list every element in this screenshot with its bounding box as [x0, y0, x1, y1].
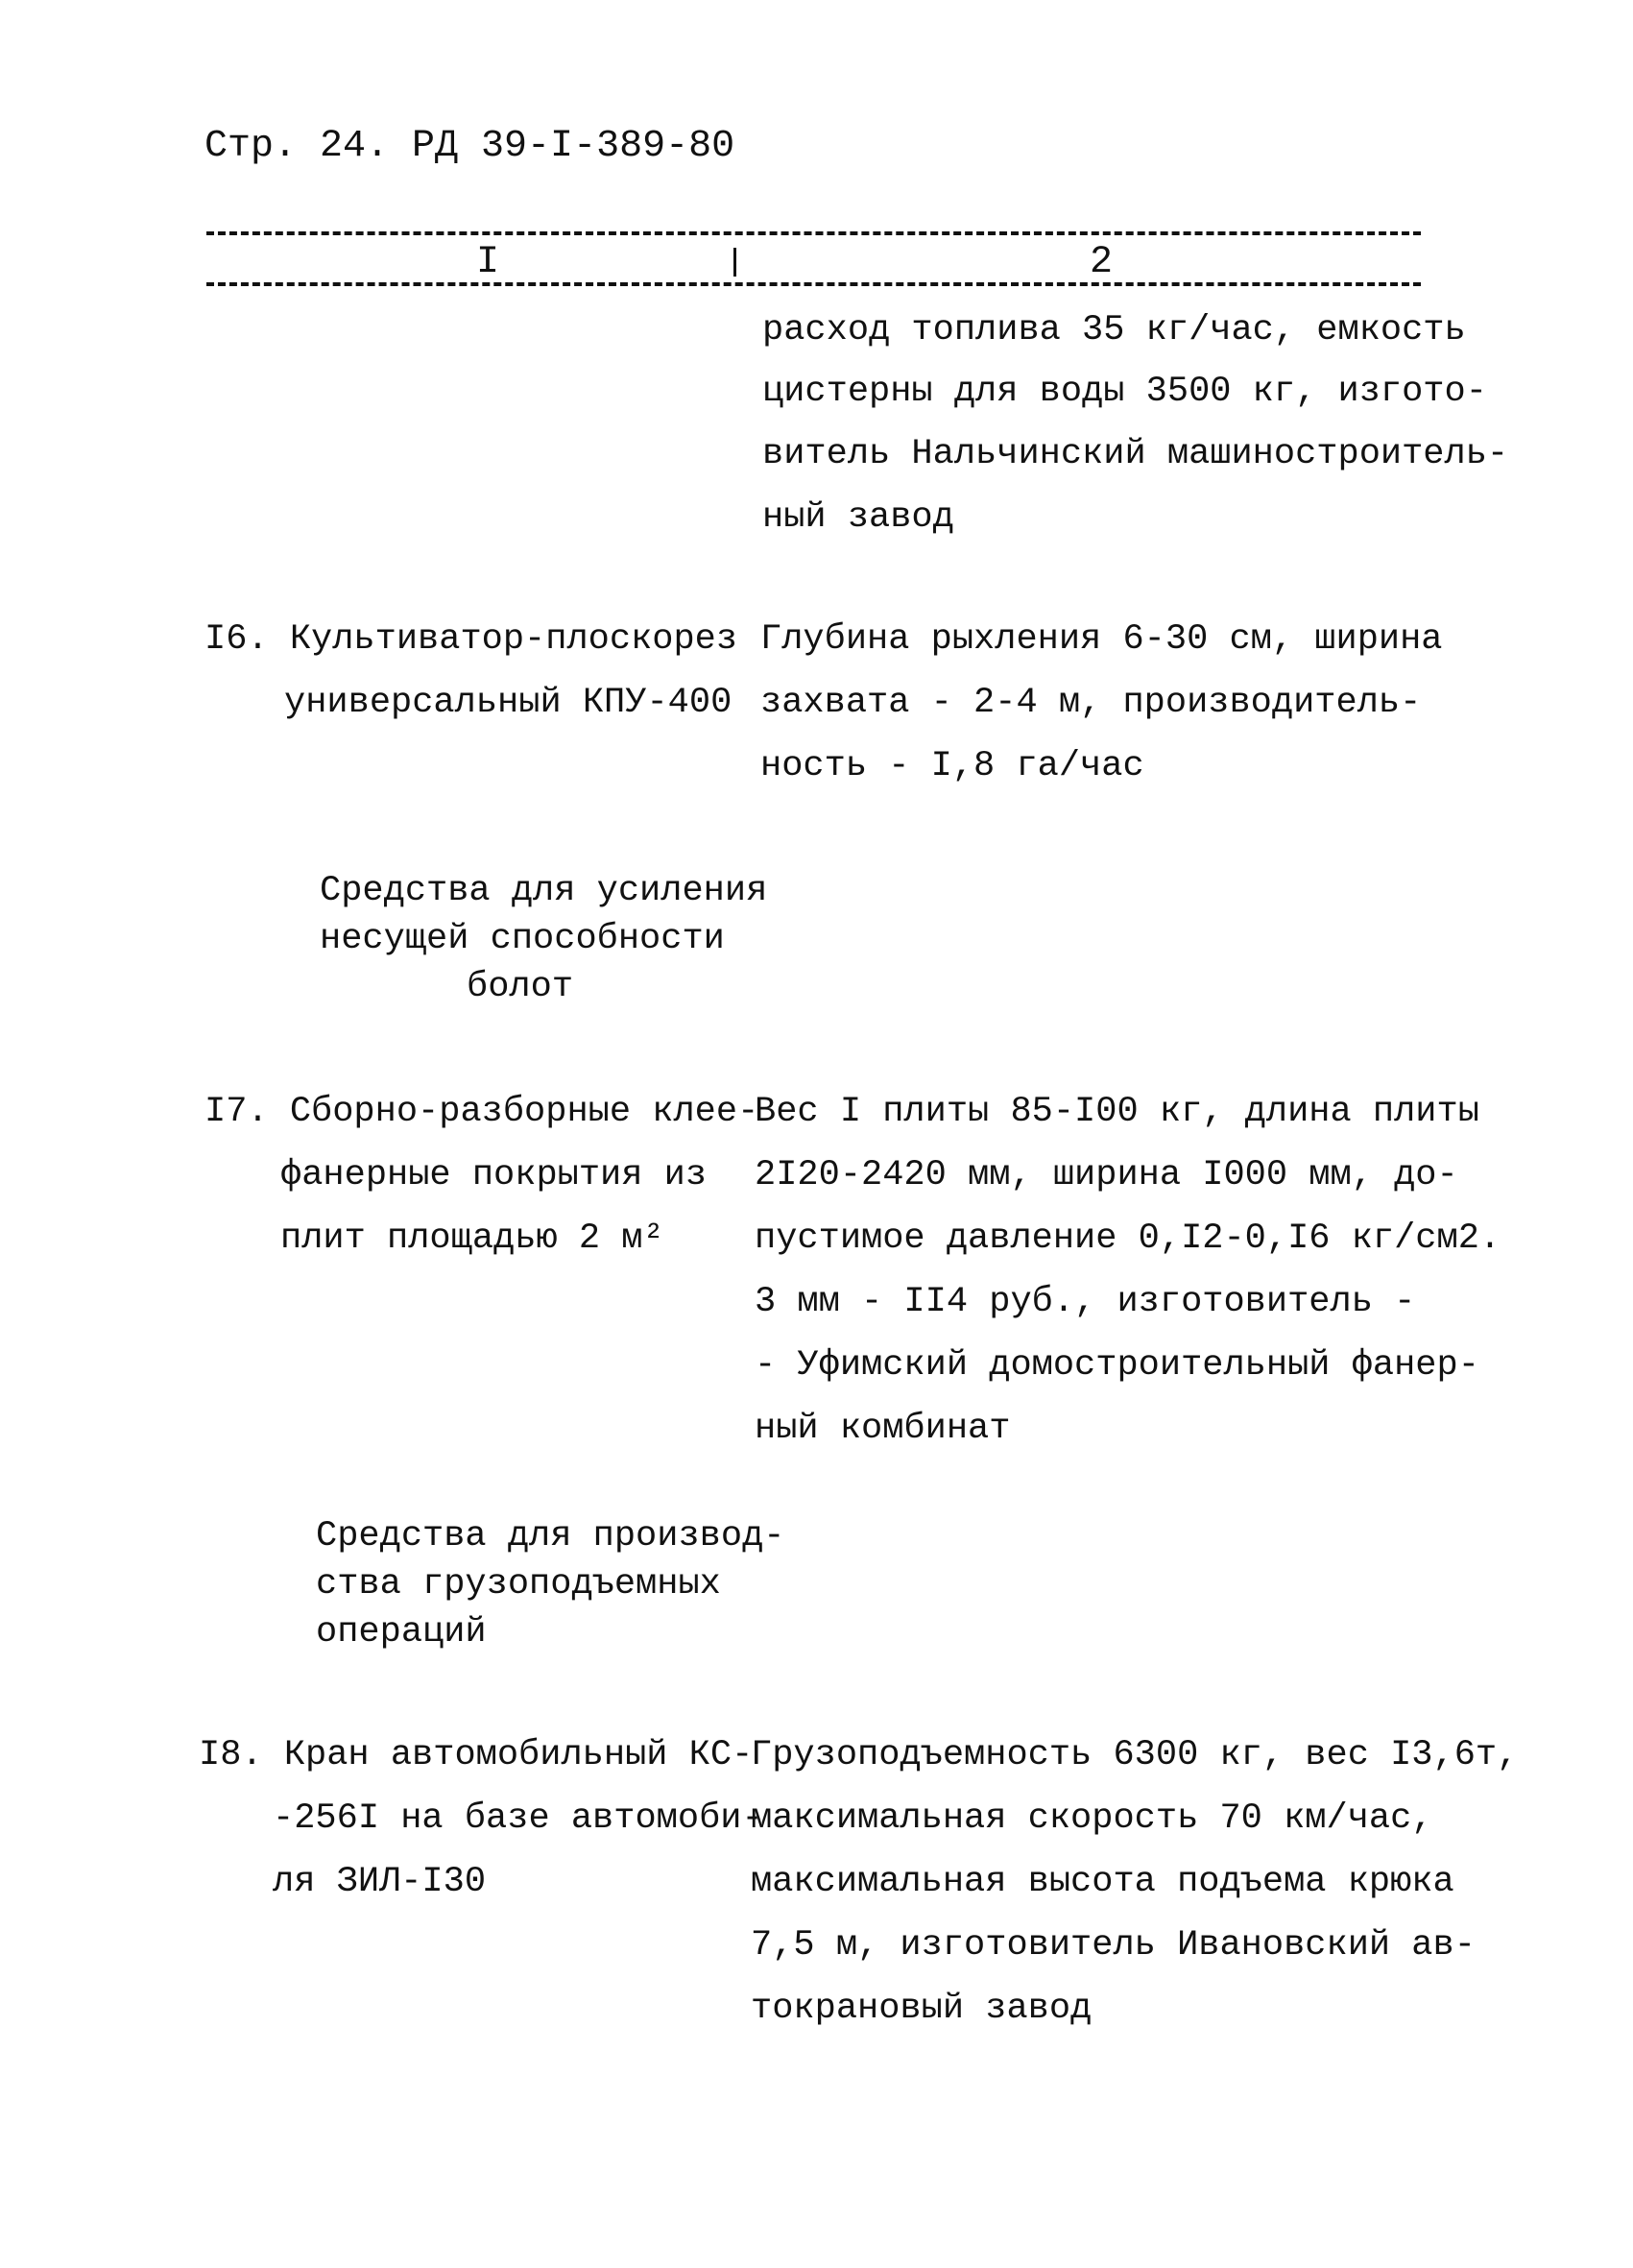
continuation-line: расход топлива 35 кг/час, емкость	[762, 310, 1466, 350]
section-heading-line: несущей способности	[320, 919, 725, 959]
item-17-name-line: плит площадью 2 м²	[280, 1218, 664, 1259]
item-17-desc-line: ный комбинат	[755, 1409, 1011, 1449]
item-16-name-line: универсальный КПУ-400	[284, 683, 732, 723]
continuation-line: цистерны для воды 3500 кг, изгото-	[762, 372, 1487, 412]
section-heading-line: Средства для усиления	[320, 871, 768, 911]
item-17-desc-line: 3 мм - II4 руб., изготовитель -	[755, 1282, 1416, 1322]
header-rule-top	[206, 231, 1421, 235]
item-17-name-line: I7. Сборно-разборные клее-	[204, 1092, 759, 1132]
item-18-desc-line: Грузоподъемность 6300 кг, вес I3,6т,	[751, 1735, 1519, 1775]
item-18-name-line: ля ЗИЛ-I30	[273, 1862, 487, 1902]
continuation-line: ный завод	[762, 497, 954, 538]
item-17-desc-line: 2I20-2420 мм, ширина I000 мм, до-	[755, 1155, 1458, 1195]
item-16-desc-line: ность - I,8 га/час	[760, 746, 1144, 786]
section-heading-line: ства грузоподъемных	[316, 1564, 721, 1604]
item-17-desc-line: - Уфимский домостроительный фанер-	[755, 1345, 1479, 1386]
item-16-name-line: I6. Культиватор-плоскорез	[204, 619, 738, 660]
column-separator	[733, 248, 736, 277]
item-18-desc-line: максимальная высота подъема крюка	[751, 1862, 1454, 1902]
section-heading-line: болот	[467, 967, 574, 1007]
item-18-desc-line: токрановый завод	[751, 1989, 1093, 2029]
section-heading-line: Средства для производ-	[316, 1516, 785, 1556]
header-rule-bottom	[206, 282, 1421, 286]
item-17-name-line: фанерные покрытия из	[280, 1155, 708, 1195]
item-18-name-line: I8. Кран автомобильный КС-	[199, 1735, 754, 1775]
item-18-desc-line: 7,5 м, изготовитель Ивановский ав-	[751, 1925, 1476, 1966]
column-1-number: I	[472, 244, 503, 282]
item-16-desc-line: Глубина рыхления 6-30 см, ширина	[760, 619, 1443, 660]
item-16-desc-line: захвата - 2-4 м, производитель-	[760, 683, 1422, 723]
continuation-line: витель Нальчинский машиностроитель-	[762, 434, 1509, 474]
item-17-desc-line: Вес I плиты 85-I00 кг, длина плиты	[755, 1092, 1479, 1132]
page-reference: Стр. 24. РД 39-I-389-80	[204, 125, 735, 168]
section-heading-line: операций	[316, 1612, 487, 1653]
item-18-desc-line: максимальная скорость 70 км/час,	[751, 1798, 1433, 1839]
column-2-number: 2	[1086, 244, 1117, 282]
item-18-name-line: -256I на базе автомоби-	[273, 1798, 763, 1839]
item-17-desc-line: пустимое давление 0,I2-0,I6 кг/см2.	[755, 1218, 1501, 1259]
